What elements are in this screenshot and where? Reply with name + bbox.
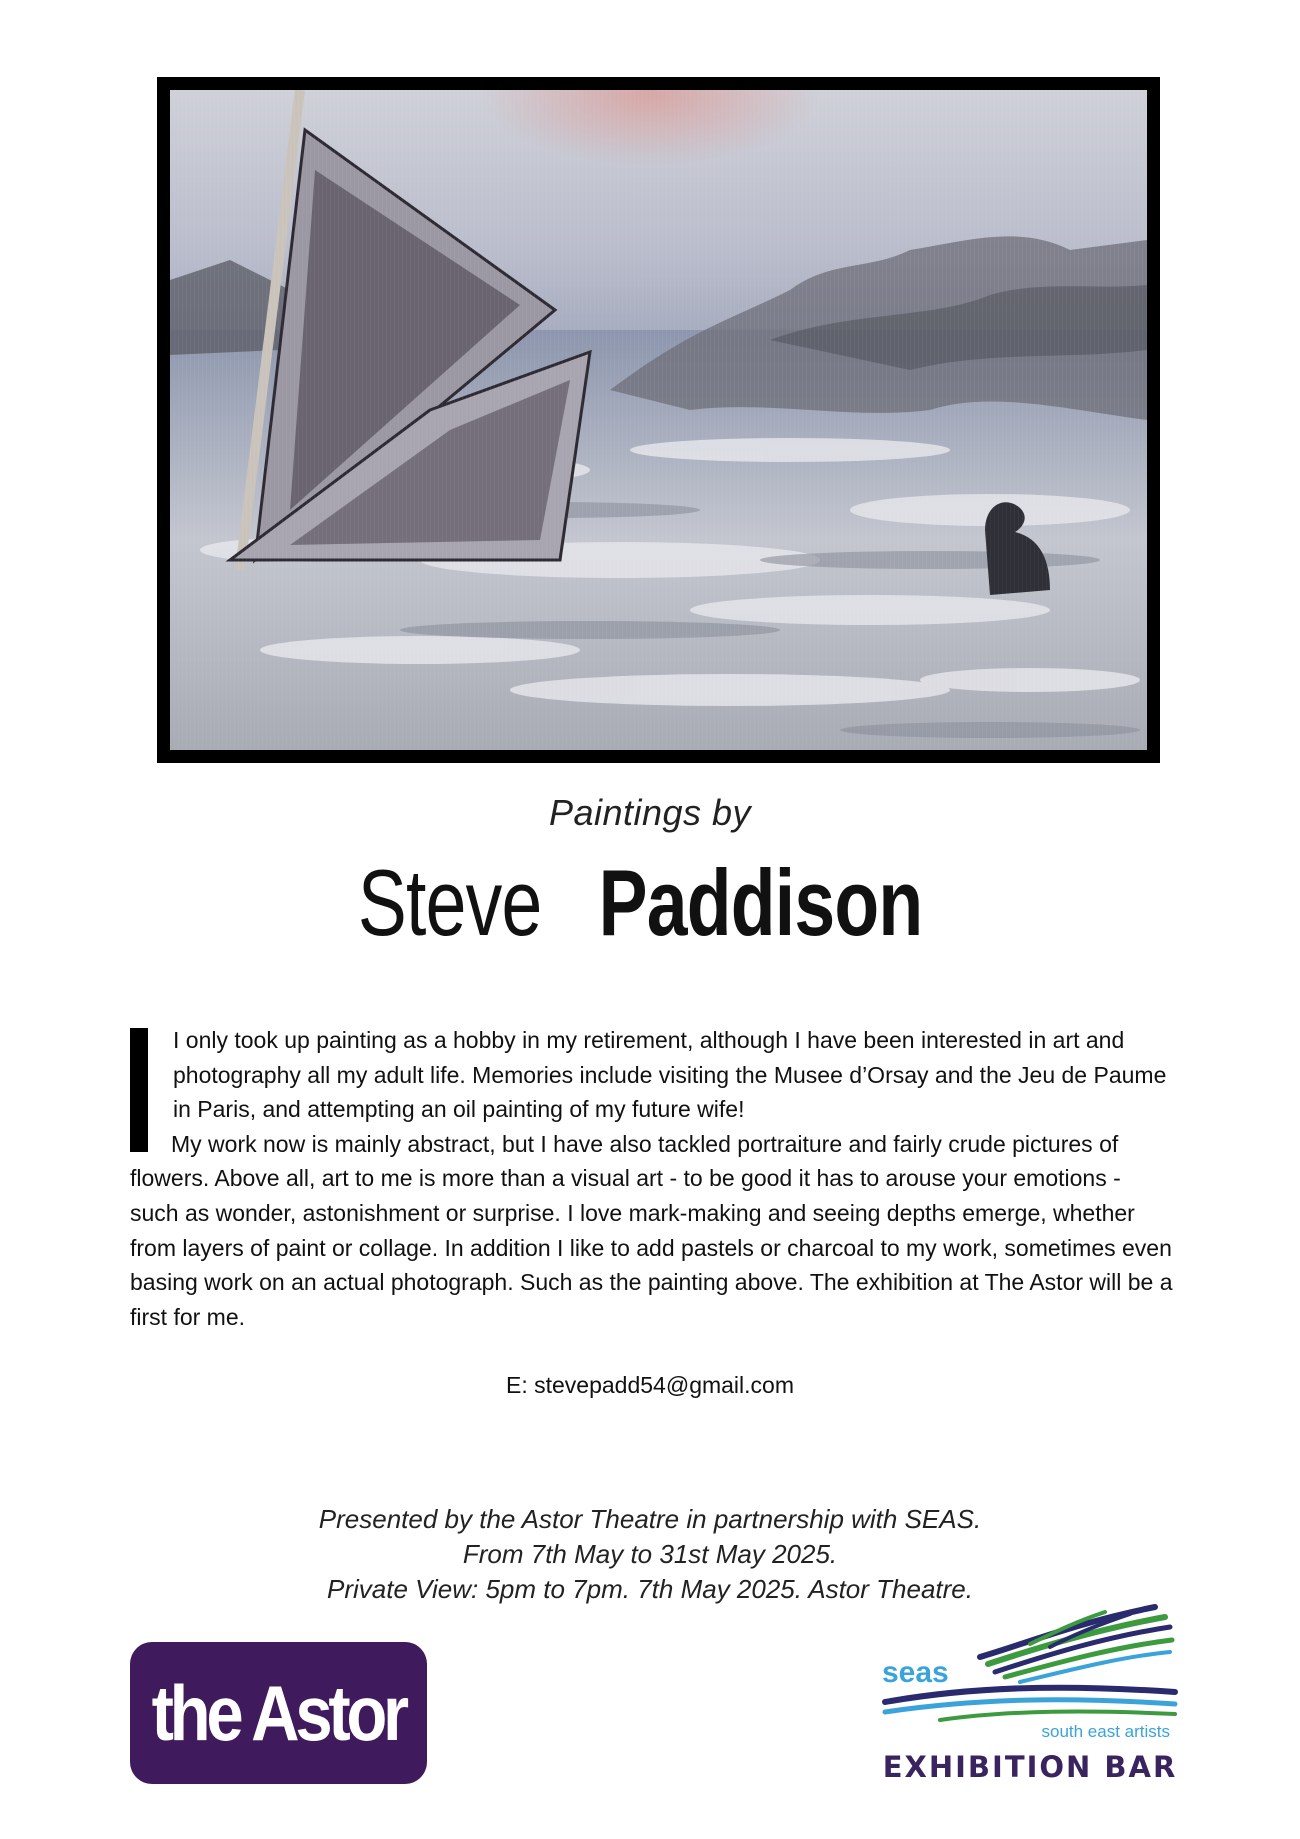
painting-artwork <box>170 90 1147 750</box>
artist-first-name: Steve <box>357 850 542 955</box>
astor-logo-text: the Astor <box>151 1668 406 1757</box>
artist-name <box>0 848 1300 958</box>
private-view-line: Private View: 5pm to 7pm. 7th May 2025. Astor Theatre. <box>327 1574 973 1604</box>
presented-by-line: Presented by the Astor Theatre in partnership with SEAS. <box>318 1504 982 1534</box>
seas-logo <box>880 1602 1180 1742</box>
contact-email: E: stevepadd54@gmail.com <box>506 1372 794 1398</box>
seas-word: seas <box>882 1656 949 1689</box>
statement-paragraph-1-text: I only took up painting as a hobby in my retirement, although I have been interested in art and photography all my adult life. Memories include visiting the Musee d’Orsay and the Jeu de Paume in Paris, and attempting an oil painting of my future wife! <box>173 1027 1167 1123</box>
dates-line: From 7th May to 31st May 2025. <box>462 1539 838 1569</box>
painting-image <box>157 77 1160 763</box>
subtitle: Paintings by <box>548 792 752 833</box>
statement-paragraph-1 <box>130 1023 1175 1127</box>
exhibition-details <box>0 1502 1300 1607</box>
statement-paragraph-2: My work now is mainly abstract, but I have also tackled portraiture and fairly crude pictures of flowers. Above all, art to me is more than a visual art - to be good it has to arouse your emotions - such as wonder, astonishment or surprise. I love mark-making and seeing depths emerge, whether from layers of paint or collage. In addition I like to add pastels or charcoal to my work, sometimes even basing work on an actual photograph. Such as the painting above. The exhibition at The Astor will be a first for me. <box>130 1130 1173 1330</box>
artist-last-name: Paddison <box>598 850 923 955</box>
exhibition-bar-label: EXHIBITION BAR <box>882 1750 1178 1784</box>
astor-logo <box>130 1642 427 1784</box>
artist-statement <box>130 1023 1175 1334</box>
seas-tagline: south east artists <box>1041 1722 1170 1741</box>
